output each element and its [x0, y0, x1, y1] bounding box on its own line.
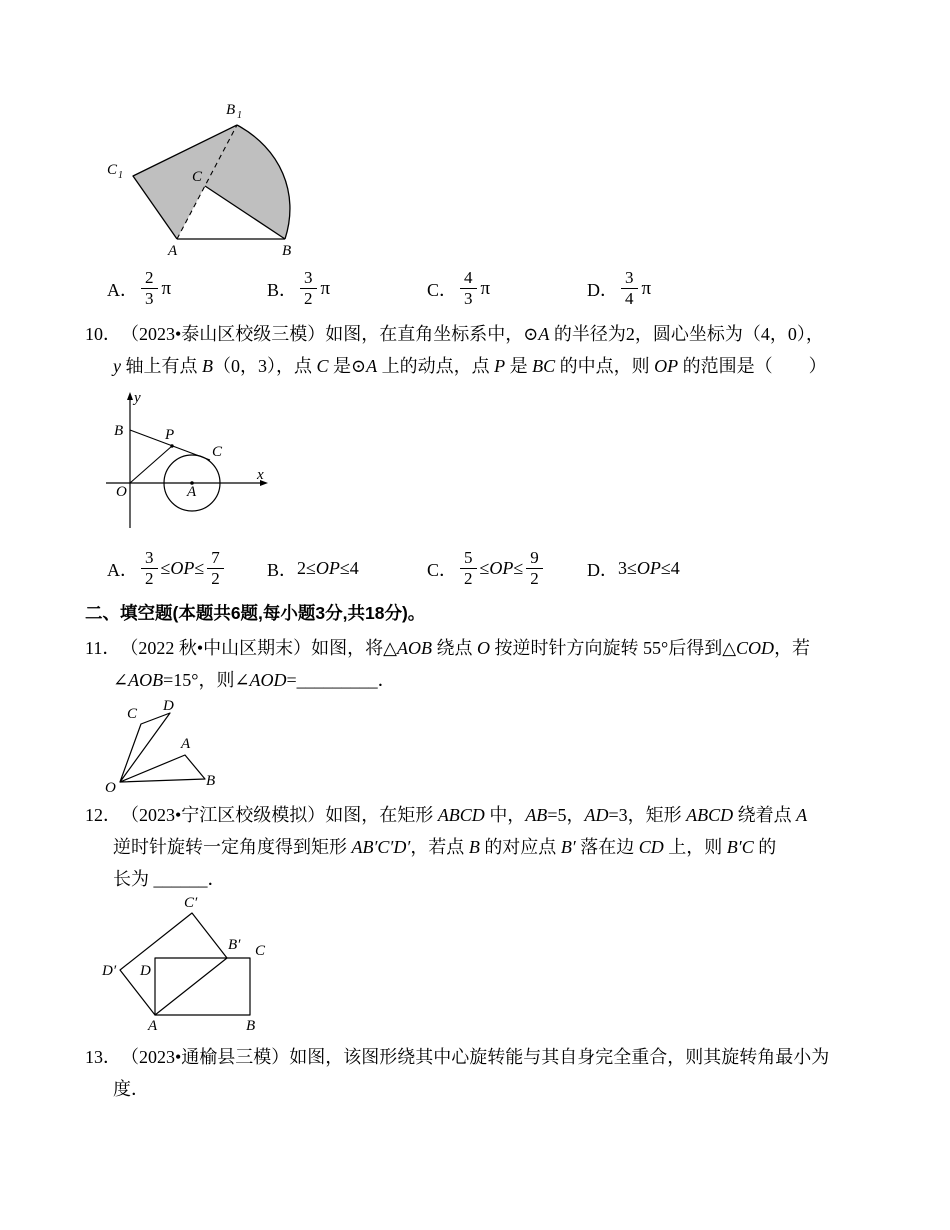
q13-text-line1: （2023•通榆县三模）如图，该图形绕其中心旋转能与其自身完全重合，则其旋转角最小为 — [121, 1046, 830, 1067]
q13-line1 — [85, 1041, 895, 1073]
q9-option-a — [107, 268, 267, 310]
q13-text-line2: 度． — [113, 1078, 149, 1099]
q12-text-line2: 逆时针旋转一定角度得到矩形 AB′C′D′，若点 B 的对应点 B′ 落在边 CD 上，则 B′C 的 — [113, 836, 777, 857]
q10-option-c-fraction1: $\frac{5}{2}$ — [460, 548, 477, 590]
label-c: C — [127, 705, 138, 722]
q10-option-a-fraction1: $\frac{3}{2}$ — [141, 548, 158, 590]
section-2-header: 二、填空题(本题共6题,每小题3分,共18分)。 — [85, 602, 426, 623]
q10-option-d-text: 3≤OP≤4 — [618, 558, 680, 579]
figure-q12-rotated-rectangle — [100, 895, 275, 1035]
label-x-axis: x — [257, 466, 264, 483]
label-b1: B — [226, 102, 236, 118]
q13-number: 13． — [85, 1046, 121, 1067]
q10-option-c — [427, 548, 587, 590]
q10-option-b-text: 2≤OP≤4 — [297, 558, 359, 579]
figure-q11-rotated-triangles — [103, 700, 233, 795]
label-b: B — [246, 1017, 256, 1034]
label-a: A — [148, 1017, 158, 1034]
q9-option-c-fraction: $\frac{4}{3}$ — [460, 268, 477, 310]
q9-option-d-fraction: $\frac{3}{4}$ — [621, 268, 638, 310]
label-c: C — [192, 169, 203, 185]
segment-op — [130, 446, 172, 483]
label-d: D — [140, 962, 151, 979]
triangle-oab — [120, 755, 205, 782]
label-b: B — [282, 243, 292, 258]
q12-number: 12． — [85, 804, 121, 825]
q10-options-row — [107, 548, 895, 590]
q10-option-c-fraction2: $\frac{9}{2}$ — [526, 548, 543, 590]
q10-option-b-label: B． — [267, 559, 298, 580]
label-c1: C — [107, 162, 118, 178]
label-a: A — [168, 243, 178, 258]
q9-option-c-label: C． — [427, 279, 458, 300]
q10-option-a-mid: ≤OP≤ — [160, 558, 205, 579]
q10-text-line2: y 轴上有点 B（0，3），点 C 是⊙A 上的动点，点 P 是 BC 的中点，则 OP 的范围是（ ） — [113, 355, 827, 376]
label-b: B — [114, 422, 124, 439]
q10-option-d — [587, 556, 680, 582]
q9-option-d-pi: π — [641, 277, 652, 299]
q10-option-a-label: A． — [107, 559, 138, 580]
q9-option-c — [427, 268, 587, 310]
q9-option-b — [267, 268, 427, 310]
label-p: P — [165, 426, 175, 443]
question-11 — [85, 632, 895, 696]
q12-line1 — [85, 799, 895, 831]
label-c: C — [212, 443, 223, 460]
label-d-prime: D′ — [102, 962, 117, 979]
label-o: O — [116, 483, 127, 500]
point-p-dot — [170, 444, 173, 447]
q9-option-a-fraction: $\frac{2}{3}$ — [141, 268, 158, 310]
q10-option-a — [107, 548, 267, 590]
q10-option-c-mid: ≤OP≤ — [479, 558, 524, 579]
q11-line1 — [85, 632, 895, 664]
q10-option-c-label: C． — [427, 559, 458, 580]
rectangle-abcd — [155, 958, 250, 1015]
q10-option-d-label: D． — [587, 559, 618, 580]
label-b-prime: B′ — [228, 936, 241, 953]
label-d: D — [163, 699, 174, 714]
label-c1-sub: 1 — [118, 170, 123, 181]
q9-option-d — [587, 268, 651, 310]
q10-text-line1: （2023•泰山区校级三模）如图，在直角坐标系中，⊙A 的半径为2，圆心坐标为（4，0）， — [121, 323, 824, 344]
q9-option-a-pi: π — [161, 277, 172, 299]
y-axis-arrow — [127, 392, 133, 400]
label-a: A — [181, 735, 191, 752]
figure-q10-coordinate-circle — [100, 388, 275, 538]
q9-option-a-label: A． — [107, 279, 138, 300]
label-c: C — [255, 942, 266, 959]
q10-option-a-fraction2: $\frac{7}{2}$ — [207, 548, 224, 590]
q11-number: 11． — [85, 637, 121, 658]
q9-option-b-label: B． — [267, 279, 298, 300]
q9-option-b-pi: π — [320, 277, 331, 299]
q11-text-line1: （2022 秋•中山区期末）如图，将△AOB 绕点 O 按逆时针方向旋转 55°后得到△COD，若 — [120, 637, 811, 658]
label-b: B — [206, 772, 216, 789]
question-10 — [85, 318, 895, 382]
label-o: O — [105, 779, 116, 795]
q12-text-line3: 长为 ______． — [113, 868, 226, 889]
figure-q9-rotated-triangle — [95, 98, 325, 258]
q9-option-c-pi: π — [480, 277, 491, 299]
q10-line1 — [85, 318, 895, 350]
label-c-prime: C′ — [184, 894, 198, 911]
q12-text-line1: （2023•宁江区校级模拟）如图，在矩形 ABCD 中，AB=5，AD=3，矩形 ABCD 绕着点 A — [121, 804, 808, 825]
q11-text-line2: ∠AOB=15°，则∠AOD=_________． — [113, 669, 396, 690]
question-12 — [85, 799, 895, 895]
label-b1-sub: 1 — [237, 110, 242, 121]
q9-option-d-label: D． — [587, 279, 618, 300]
q9-options-row — [107, 268, 895, 310]
label-y-axis: y — [134, 389, 141, 406]
label-a: A — [187, 483, 197, 500]
rectangle-ab1c1d1 — [120, 913, 227, 1015]
question-13 — [85, 1041, 895, 1105]
q10-number: 10． — [85, 323, 121, 344]
q9-option-b-fraction: $\frac{3}{2}$ — [300, 268, 317, 310]
q10-option-b — [267, 556, 427, 582]
